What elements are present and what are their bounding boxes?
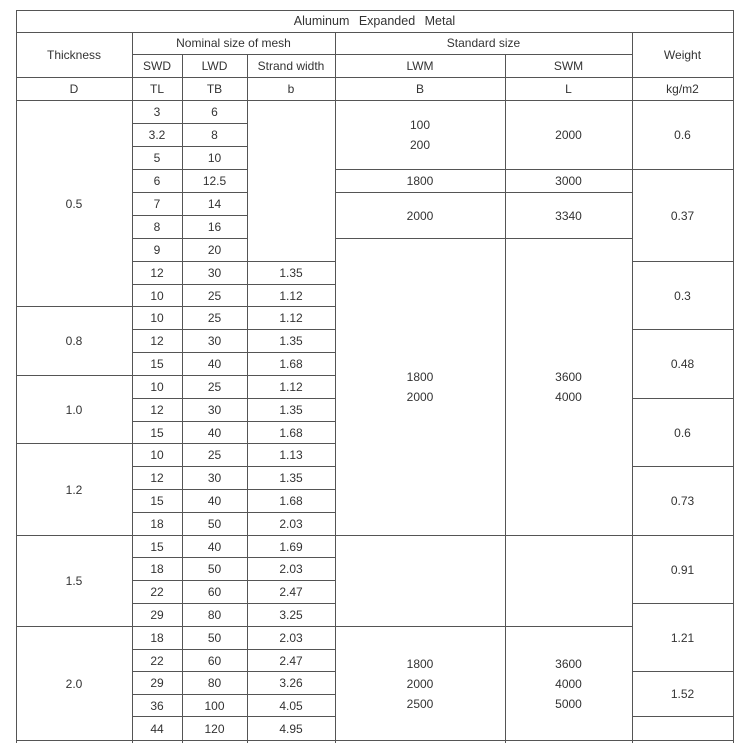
cell-lwm [335, 101, 505, 169]
cell-swd-tl: 44 [150, 721, 164, 736]
cell-swd-tl: 7 [153, 197, 161, 211]
symbol-tb: TB [206, 81, 223, 96]
cell-lwd-tb: 8 [211, 128, 218, 142]
cell-thickness: 2.0 [65, 676, 83, 691]
cell-strand-width: 1.68 [279, 425, 303, 440]
cell-lwd-tb: 50 [207, 517, 222, 531]
cell-swm-value: 4000 [555, 390, 582, 404]
cell-lwm-value: 2500 [406, 696, 434, 711]
grid-line-horizontal [16, 32, 734, 33]
cell-thickness: 1.2 [65, 482, 83, 497]
cell-strand-width: 3.25 [279, 608, 303, 622]
cell-lwd-tb: 80 [207, 608, 222, 622]
cell-lwm-value: 1800 [406, 656, 434, 671]
cell-lwd-tb: 60 [207, 585, 222, 599]
cell-lwm [335, 170, 505, 192]
cell-lwd-tb: 40 [207, 425, 222, 440]
cell-strand-width: 4.95 [279, 721, 303, 736]
cell-strand-width: 1.35 [279, 403, 303, 417]
cell-thickness: 0.5 [65, 196, 83, 211]
header-thickness: Thickness [46, 47, 102, 62]
cell-swd-tl: 12 [150, 266, 164, 280]
cell-lwm-value: 1800 [406, 174, 434, 188]
cell-strand-width: 1.68 [279, 357, 303, 371]
cell-swm [505, 170, 632, 192]
cell-strand-width: 1.13 [279, 448, 303, 462]
cell-swm [505, 193, 632, 238]
cell-swd-tl: 18 [150, 631, 164, 645]
cell-weight: 0.91 [670, 562, 695, 577]
cell-lwm [335, 627, 505, 740]
header-strand-width: Strand width [257, 58, 325, 73]
symbol-b: b [287, 81, 295, 96]
cell-weight: 0.37 [670, 208, 695, 223]
cell-lwd-tb: 30 [207, 403, 222, 417]
cell-strand-width: 1.12 [279, 311, 303, 325]
grid-line-horizontal [132, 740, 248, 741]
cell-swd-tl: 18 [150, 562, 164, 576]
cell-swd-tl: 10 [150, 380, 164, 394]
cell-lwd-tb: 50 [207, 631, 222, 645]
cell-weight: 0.6 [674, 425, 691, 440]
cell-strand-width: 2.03 [279, 562, 303, 576]
cell-swm-value: 4000 [555, 676, 582, 691]
cell-lwd-tb: 100 [204, 698, 225, 713]
grid-line-horizontal [632, 740, 734, 741]
grid-line-horizontal [335, 740, 633, 741]
header-nominal-size: Nominal size of mesh [176, 36, 291, 50]
grid-line-horizontal [16, 10, 734, 11]
cell-lwd-tb: 60 [207, 653, 222, 668]
cell-swm-value: 3340 [555, 208, 582, 223]
cell-swd-tl: 15 [150, 357, 164, 371]
symbol-lwm-b: B [415, 81, 424, 96]
cell-strand-width: 2.47 [279, 653, 303, 668]
cell-swm-value: 3600 [555, 656, 582, 671]
header-weight: Weight [663, 47, 702, 62]
cell-lwm-value: 2000 [406, 390, 434, 404]
cell-swd-tl: 22 [150, 585, 164, 599]
cell-swm [505, 536, 632, 626]
header-lwd: LWD [201, 58, 228, 73]
cell-lwd-tb: 10 [207, 151, 222, 165]
grid-line-horizontal [132, 54, 633, 55]
cell-strand-width: 1.12 [279, 380, 303, 394]
cell-lwd-tb: 40 [207, 357, 222, 371]
cell-weight: 0.6 [674, 128, 691, 142]
cell-swm [505, 101, 632, 169]
cell-swd-tl: 3.2 [148, 128, 166, 142]
header-lwm: LWM [406, 58, 434, 73]
cell-weight: 0.48 [670, 357, 695, 371]
cell-strand-width: 1.35 [279, 266, 303, 280]
cell-lwm-value: 2000 [406, 208, 434, 223]
cell-swm-value: 3600 [555, 370, 582, 384]
cell-strand-width: 1.12 [279, 288, 303, 303]
cell-weight: 0.3 [674, 288, 691, 303]
cell-lwm-value: 2000 [406, 676, 434, 691]
symbol-tl: TL [149, 81, 164, 96]
cell-swd-tl: 10 [150, 288, 164, 303]
cell-lwd-tb: 40 [207, 539, 222, 554]
cell-strand-width: 1.35 [279, 334, 303, 348]
cell-weight: 0.73 [670, 494, 695, 508]
grid-line-horizontal [247, 740, 336, 741]
header-standard-size: Standard size [446, 36, 521, 50]
cell-strand-width: 4.05 [279, 698, 303, 713]
cell-swd-tl: 15 [150, 494, 164, 508]
cell-weight: 1.21 [670, 630, 695, 645]
cell-swm-value: 3000 [555, 174, 582, 188]
cell-lwd-tb: 25 [207, 311, 222, 325]
cell-swd-tl: 15 [150, 539, 164, 554]
cell-lwm [335, 239, 505, 535]
grid-line-vertical [733, 10, 734, 743]
cell-strand-width: 2.47 [279, 585, 303, 599]
cell-swd-tl: 12 [150, 403, 164, 417]
cell-weight [632, 717, 733, 740]
cell-strand-width: 1.69 [279, 539, 303, 554]
cell-swd-tl: 6 [153, 174, 161, 188]
cell-strand-width: 2.03 [279, 631, 303, 645]
cell-weight: 1.52 [670, 687, 695, 701]
cell-lwd-tb: 16 [207, 220, 222, 234]
cell-thickness: 1.5 [65, 574, 83, 588]
cell-thickness: 0.8 [65, 334, 83, 348]
grid-line-horizontal [16, 77, 734, 78]
cell-swd-tl: 12 [150, 471, 164, 485]
cell-lwd-tb: 25 [207, 288, 222, 303]
cell-swd-tl: 8 [153, 220, 161, 234]
cell-lwd-tb: 25 [207, 448, 222, 462]
cell-lwd-tb: 14 [207, 197, 222, 211]
symbol-d: D [69, 81, 79, 96]
cell-lwd-tb: 50 [207, 562, 222, 576]
cell-strand-width: 2.03 [279, 517, 303, 531]
cell-swm [505, 627, 632, 740]
cell-lwd-tb: 40 [207, 494, 222, 508]
cell-swd-tl: 29 [150, 676, 164, 690]
cell-thickness: 1.0 [65, 402, 83, 417]
table-title: Aluminum Expanded Metal [293, 14, 456, 28]
cell-swd-tl: 18 [150, 517, 164, 531]
header-swd: SWD [143, 58, 171, 73]
cell-lwd-tb: 80 [207, 676, 222, 690]
grid-line-horizontal [16, 740, 133, 741]
header-swm: SWM [553, 58, 584, 73]
cell-swd-tl: 15 [150, 425, 164, 440]
cell-lwm [335, 193, 505, 238]
cell-swm [505, 239, 632, 535]
cell-strand-width: 1.68 [279, 494, 303, 508]
cell-swm-value: 5000 [555, 696, 582, 711]
cell-lwd-tb: 30 [207, 266, 222, 280]
symbol-weight-unit: kg/m2 [666, 81, 699, 96]
cell-lwm-value: 100 [409, 118, 431, 132]
cell-lwd-tb: 120 [204, 721, 225, 736]
cell-lwd-tb: 6 [211, 105, 218, 119]
cell-lwm-value: 200 [409, 138, 431, 152]
cell-swd-tl: 22 [150, 653, 164, 668]
cell-swd-tl: 5 [153, 151, 161, 165]
cell-swd-tl: 10 [150, 311, 164, 325]
cell-swm-value: 2000 [555, 128, 582, 142]
cell-strand-width: 1.35 [279, 471, 303, 485]
cell-swd-tl: 9 [153, 243, 161, 257]
cell-lwd-tb: 12.5 [202, 174, 227, 188]
cell-lwd-tb: 30 [207, 334, 222, 348]
cell-swd-tl: 12 [150, 334, 164, 348]
symbol-swm-l: L [565, 81, 572, 96]
cell-swd-tl: 10 [150, 448, 164, 462]
cell-swd-tl: 36 [150, 698, 164, 713]
cell-lwd-tb: 20 [207, 243, 222, 257]
cell-strand-width: 3.26 [279, 676, 303, 690]
cell-swd-tl: 3 [153, 105, 161, 119]
cell-lwd-tb: 25 [207, 380, 222, 394]
cell-lwm-value: 1800 [406, 370, 434, 384]
cell-lwm [335, 536, 505, 626]
cell-swd-tl: 29 [150, 608, 164, 622]
cell-lwd-tb: 30 [207, 471, 222, 485]
